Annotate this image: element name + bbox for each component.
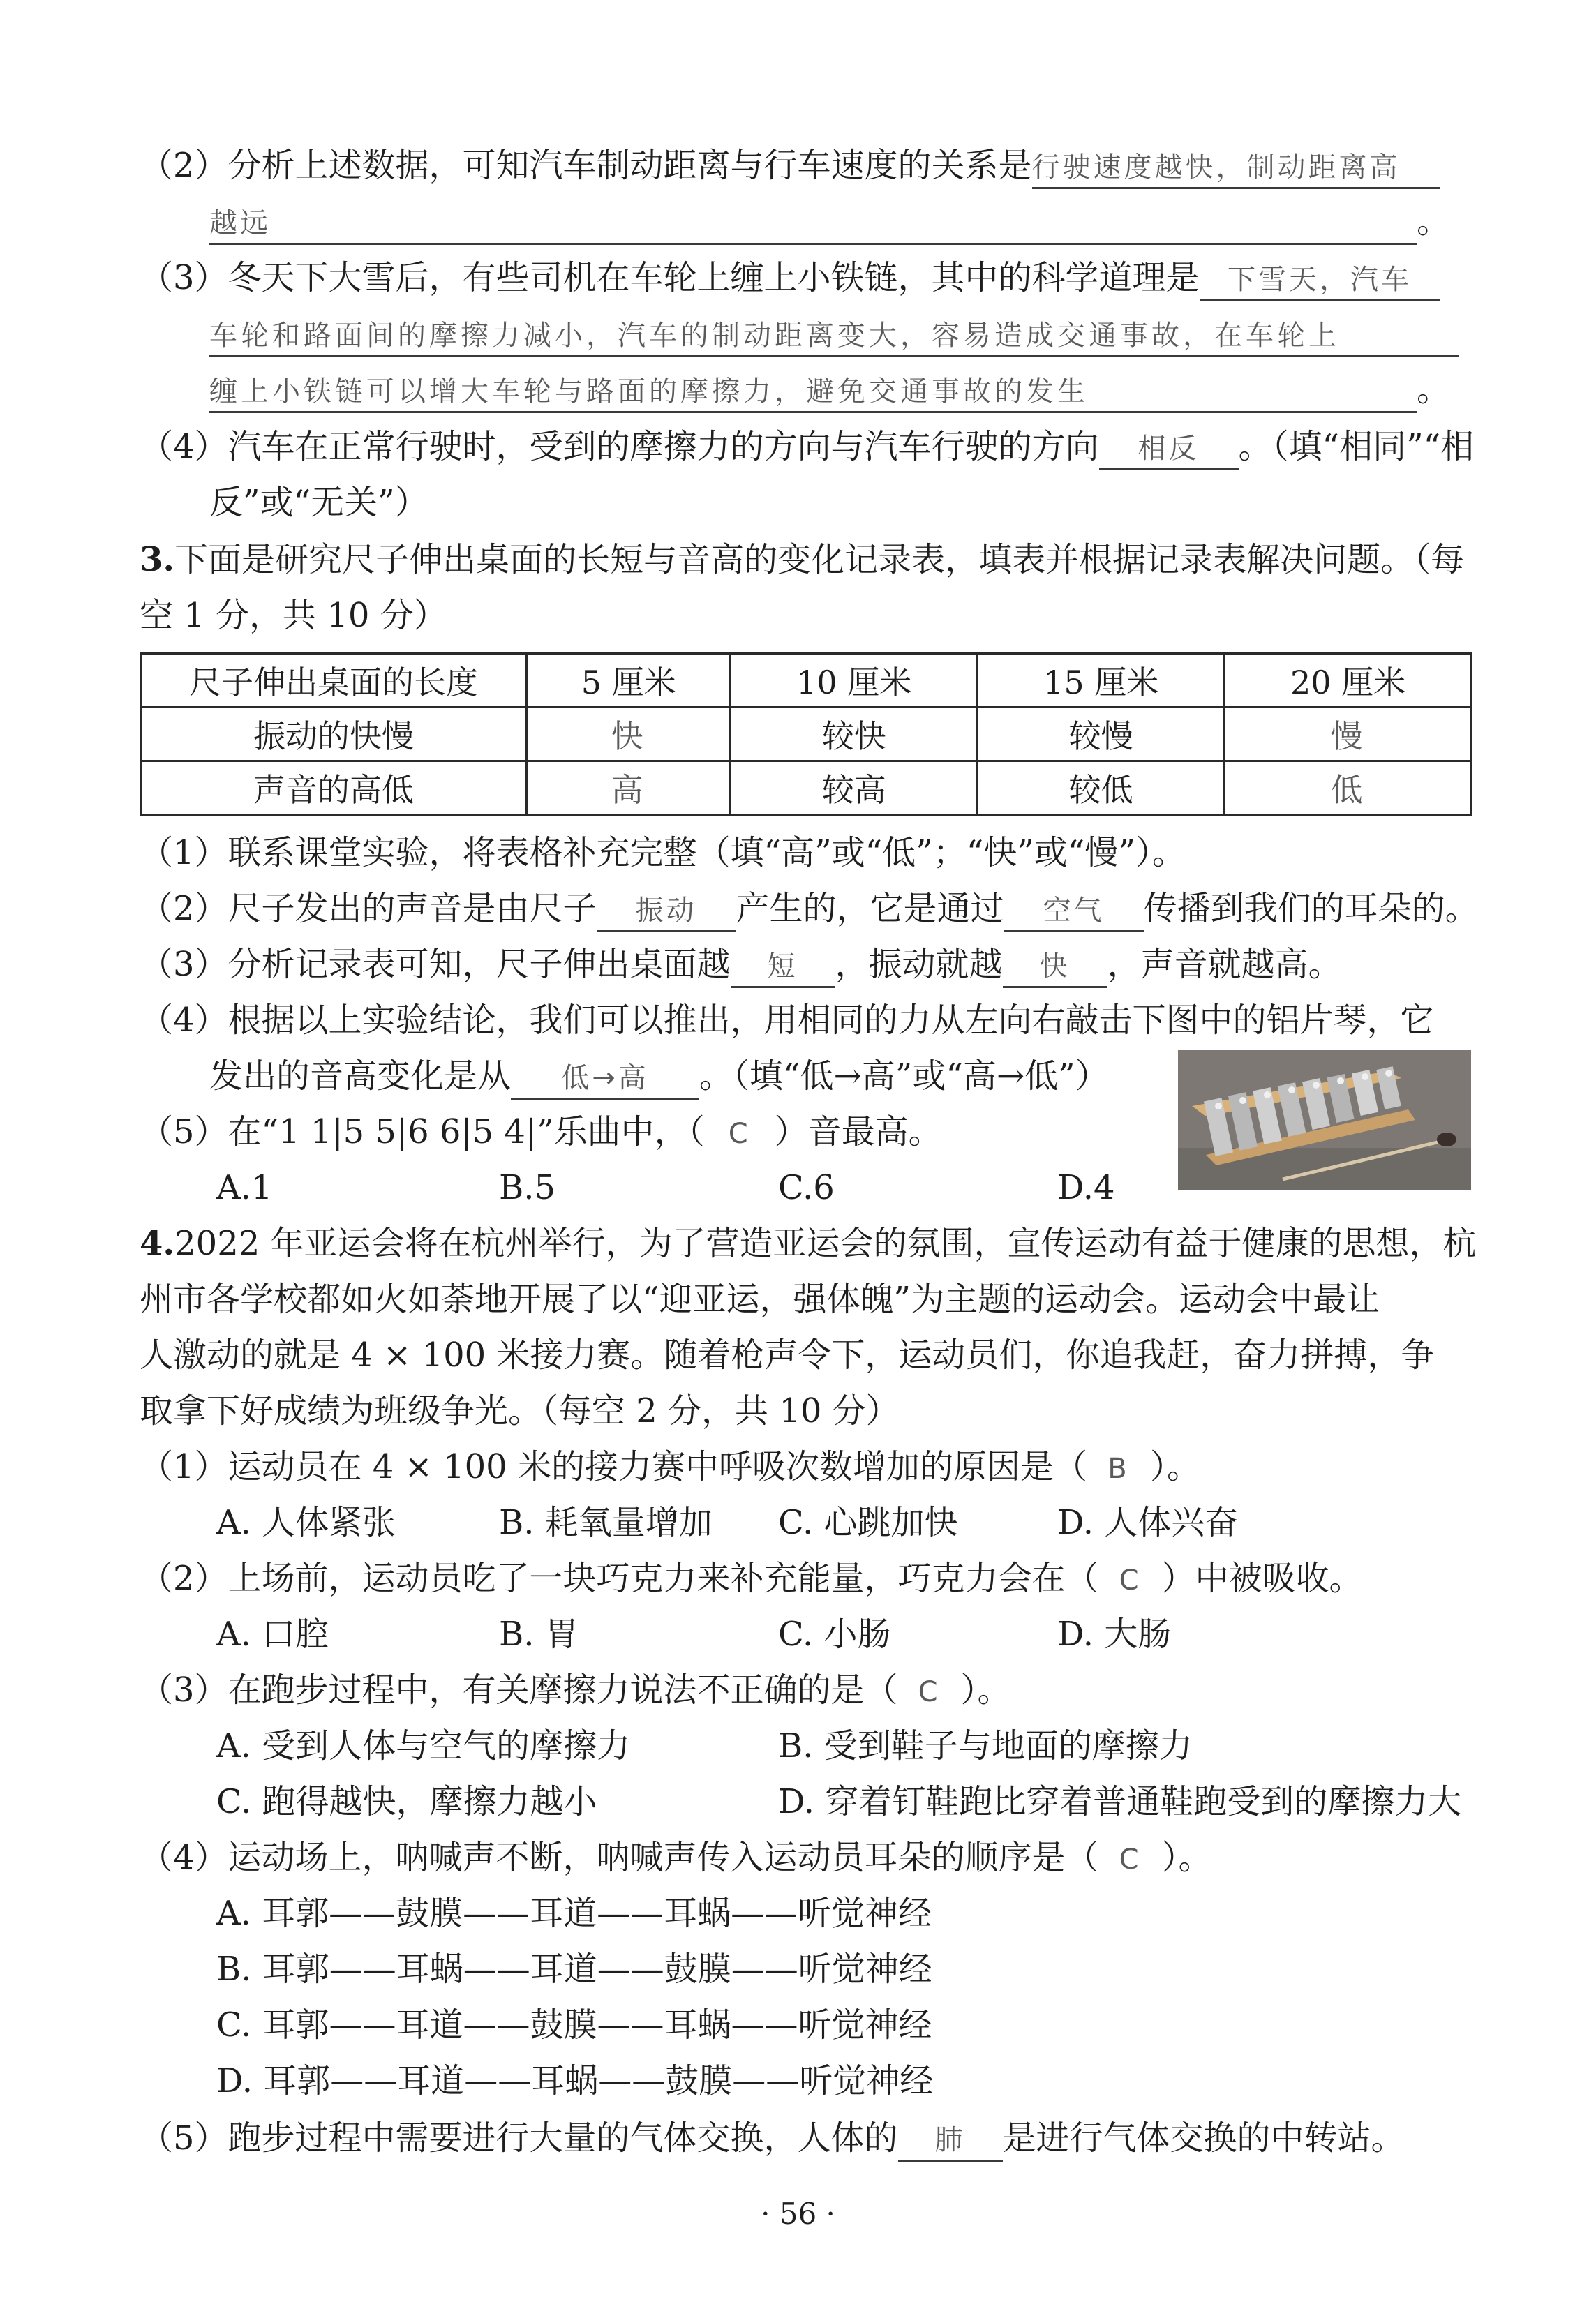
table-header-row (141, 654, 1472, 708)
q4-p5-text-b: 是进行气体交换的中转站。 (1002, 2119, 1405, 2158)
q4-p4-option-d: D. 耳郭——耳道——耳蜗——鼓膜——听觉神经 (216, 2061, 934, 2100)
q3-p2-answer-2[interactable] (1004, 891, 1144, 932)
q4-p2 (140, 1556, 1363, 1603)
q4-p2-text-a: （2）上场前，运动员吃了一块巧克力来补充能量，巧克力会在（ (140, 1559, 1099, 1598)
q3-record-table (140, 652, 1472, 816)
q2-p2-answer-1-text: 行驶速度越快，制动距离 (1031, 151, 1370, 184)
table-cell: 较高 (731, 761, 978, 815)
q4-p3-option-b: B. 受到鞋子与地面的摩擦力 (778, 1726, 1193, 1765)
xylophone-icon (1178, 1050, 1471, 1190)
q4-p4-option-a: A. 耳郭——鼓膜——耳道——耳蜗——听觉神经 (216, 1894, 932, 1933)
q4-p1-text-b: ）。 (1149, 1447, 1200, 1486)
q3-p2-answer-1-text: 振动 (635, 895, 697, 927)
q3-p2 (140, 886, 1479, 932)
q4-p5 (140, 2116, 1405, 2162)
q4-p1-option-b: B. 耗氧量增加 (499, 1503, 713, 1542)
q3-p5-text-b: ）音最高。 (774, 1112, 942, 1151)
table-header-cell: 20 厘米 (1225, 654, 1472, 708)
q2-p3-answer-1-text: 下雪天，汽车 (1228, 264, 1412, 296)
q4-stem-line3: 人激动的就是 4 × 100 米接力赛。随着枪声令下，运动员们，你追我赶，奋力拼搏，争 (140, 1336, 1435, 1375)
q3-p5-option-c: C.6 (778, 1168, 835, 1207)
q3-p2-answer-2-text: 空气 (1043, 895, 1105, 927)
q2-p2-text: （2）分析上述数据，可知汽车制动距离与行车速度的关系是 (140, 146, 1032, 185)
q4-stem-line4: 取拿下好成绩为班级争光。（每空 2 分，共 10 分） (140, 1391, 900, 1430)
q2-p3-answer-1[interactable] (1200, 260, 1440, 301)
q4-p3-option-a: A. 受到人体与空气的摩擦力 (216, 1726, 631, 1765)
q3-number: 3. (140, 540, 175, 579)
q3-p2-text-a: （2）尺子发出的声音是由尺子 (140, 889, 597, 928)
q3-p5-text-a: （5）在“1 1|5 5|6 6|5 4|”乐曲中，（ (140, 1112, 705, 1151)
q3-p4-text-b: 。（填“低→高”或“高→低”） (699, 1056, 1109, 1096)
q2-p3-answer-3-text: 缠上小铁链可以增大车轮与路面的摩擦力，避免交通事故的发生 (209, 375, 1089, 408)
q2-p3-line3 (209, 367, 1450, 413)
q2-p3-text: （3）冬天下大雪后，有些司机在车轮上缠上小铁链，其中的科学道理是 (140, 258, 1200, 297)
q3-p2-text-c: 传播到我们的耳朵的。 (1143, 889, 1479, 928)
q2-p4-line2 (209, 480, 428, 525)
q2-p4-line1 (140, 424, 1474, 470)
q4-p4-answer[interactable]: C (1119, 1844, 1142, 1876)
table-cell-answer[interactable]: 快 (527, 708, 731, 761)
q4-p2-option-c: C. 小肠 (778, 1615, 891, 1654)
q4-p2-option-d: D. 大肠 (1057, 1615, 1172, 1654)
q4-p1-option-d: D. 人体兴奋 (1057, 1503, 1239, 1542)
q4-p1-option-c: C. 心跳加快 (778, 1503, 958, 1542)
q4-p2-option-a: A. 口腔 (216, 1615, 329, 1654)
q2-p2-answer-2[interactable] (209, 204, 1417, 245)
q2-p4-answer[interactable] (1099, 429, 1239, 470)
q3-p3-text-a: （3）分析记录表可知，尺子伸出桌面越 (140, 945, 731, 984)
table-row-label: 声音的高低 (141, 761, 527, 815)
q4-p5-answer[interactable] (898, 2121, 1003, 2162)
q4-p3-text-b: ）。 (960, 1671, 1011, 1710)
q2-p4-text: （4）汽车在正常行驶时，受到的摩擦力的方向与汽车行驶的方向 (140, 427, 1099, 466)
q3-p2-text-b: 产生的，它是通过 (736, 889, 1004, 928)
q3-p5-option-b: B.5 (499, 1168, 556, 1207)
q4-p4-text-a: （4）运动场上，呐喊声不断，呐喊声传入运动员耳朵的顺序是（ (140, 1838, 1099, 1877)
q4-p4 (140, 1835, 1212, 1882)
q3-p4-line1 (140, 998, 1434, 1043)
q2-p2-line2 (209, 199, 1450, 245)
q4-p3-option-d: D. 穿着钉鞋跑比穿着普通鞋跑受到的摩擦力大 (778, 1782, 1462, 1821)
q4-p1-text-a: （1）运动员在 4 × 100 米的接力赛中呼吸次数增加的原因是（ (140, 1447, 1087, 1486)
q2-p2-answer-1-end: 高 (1369, 151, 1401, 184)
table-header-cell: 10 厘米 (731, 654, 978, 708)
table-header-cell: 15 厘米 (978, 654, 1225, 708)
q2-p3-answer-2-text: 车轮和路面间的摩擦力减小，汽车的制动距离变大，容易造成交通事故，在车轮上 (209, 320, 1340, 352)
q3-p4-answer[interactable] (511, 1059, 699, 1100)
q4-p5-answer-text: 肺 (934, 2124, 966, 2156)
q2-p2-answer-1[interactable] (1032, 148, 1440, 189)
table-cell-answer[interactable]: 慢 (1225, 708, 1472, 761)
q2-p2-line1 (140, 143, 1440, 189)
q3-p3-text-b: ，振动就越 (835, 945, 1003, 984)
q4-number: 4. (140, 1224, 175, 1263)
q4-p1-answer[interactable]: B (1107, 1453, 1130, 1485)
q3-stem-line1 (140, 537, 1464, 582)
q4-stem-line1 (140, 1221, 1477, 1266)
q4-p3-option-c: C. 跑得越快，摩擦力越小 (216, 1782, 597, 1821)
q4-p2-text-b: ）中被吸收。 (1161, 1559, 1363, 1598)
q2-p3-line1 (140, 255, 1440, 301)
q4-p1-option-a: A. 人体紧张 (216, 1503, 396, 1542)
table-cell: 较慢 (978, 708, 1225, 761)
table-cell: 较快 (731, 708, 978, 761)
table-cell: 较低 (978, 761, 1225, 815)
q2-p2-end: 。 (1417, 202, 1451, 241)
q3-p5-option-a: A.1 (216, 1168, 273, 1207)
q3-p3-answer-1[interactable] (731, 947, 835, 988)
q3-p4-line2 (209, 1054, 1109, 1100)
q3-p1-text: （1）联系课堂实验，将表格补充完整（填“高”或“低”；“快”或“慢”）。 (140, 833, 1186, 872)
q3-p5 (140, 1109, 942, 1156)
q3-p5-option-d: D.4 (1057, 1168, 1115, 1207)
q4-p5-text-a: （5）跑步过程中需要进行大量的气体交换，人体的 (140, 2119, 898, 2158)
q4-p1 (140, 1444, 1200, 1491)
q3-p4-answer-text: 低→高 (561, 1062, 649, 1094)
q2-p4-answer-text: 相反 (1138, 433, 1200, 465)
q2-p2-answer-2-text: 越远 (209, 207, 271, 239)
q3-p4-text-a: 发出的音高变化是从 (209, 1056, 512, 1096)
table-cell-answer[interactable]: 高 (527, 761, 731, 815)
q4-p2-option-b: B. 胃 (499, 1615, 579, 1654)
table-row (141, 708, 1472, 761)
q3-p5-answer[interactable]: C (728, 1118, 751, 1150)
q3-stem-line2 (140, 593, 447, 638)
q2-p4-line2-text: 反”或“无关”） (209, 483, 428, 522)
q4-p3 (140, 1668, 1011, 1714)
q3-p3-text-c: ，声音就越高。 (1107, 945, 1342, 984)
q2-p3-answer-2[interactable] (209, 316, 1459, 357)
q4-p3-answer[interactable]: C (918, 1676, 941, 1708)
q3-p3 (140, 942, 1342, 988)
q3-p1 (140, 830, 1186, 875)
q4-p4-text-b: ）。 (1161, 1838, 1212, 1877)
xylophone-image (1178, 1050, 1471, 1190)
table-row-label: 振动的快慢 (141, 708, 527, 761)
q2-p3-end: 。 (1417, 370, 1451, 409)
q3-p3-answer-2-text: 快 (1039, 950, 1071, 982)
q3-p2-answer-1[interactable] (597, 891, 736, 932)
table-row (141, 761, 1472, 815)
q2-p3-answer-3[interactable] (209, 372, 1417, 413)
q4-p4-option-c: C. 耳郭——耳道——鼓膜——耳蜗——听觉神经 (216, 2005, 932, 2045)
q4-stem-text-1: 2022 年亚运会将在杭州举行，为了营造亚运会的氛围，宣传运动有益于健康的思想，杭 (174, 1224, 1477, 1263)
q4-stem-line2: 州市各学校都如火如荼地开展了以“迎亚运，强体魄”为主题的运动会。运动会中最让 (140, 1280, 1380, 1319)
page-number: · 56 · (761, 2197, 835, 2231)
q4-p2-answer[interactable]: C (1119, 1564, 1142, 1597)
table-cell-answer[interactable]: 低 (1225, 761, 1472, 815)
q2-p3-line2 (209, 311, 1459, 357)
table-header-cell: 尺子伸出桌面的长度 (141, 654, 527, 708)
table-header-cell: 5 厘米 (527, 654, 731, 708)
q4-p4-option-b: B. 耳郭——耳蜗——耳道——鼓膜——听觉神经 (216, 1950, 932, 1989)
q3-p3-answer-2[interactable] (1003, 947, 1107, 988)
q3-p3-answer-1-text: 短 (767, 950, 798, 982)
q3-p4-text-1: （4）根据以上实验结论，我们可以推出，用相同的力从左向右敲击下图中的铝片琴，它 (140, 1001, 1434, 1040)
q4-p3-text-a: （3）在跑步过程中，有关摩擦力说法不正确的是（ (140, 1671, 898, 1710)
q2-p4-tail: 。（填“相同”“相 (1238, 427, 1475, 466)
q3-stem-text-2: 空 1 分，共 10 分） (140, 596, 447, 635)
q3-stem-text-1: 下面是研究尺子伸出桌面的长短与音高的变化记录表，填表并根据记录表解决问题。（每 (174, 540, 1465, 579)
